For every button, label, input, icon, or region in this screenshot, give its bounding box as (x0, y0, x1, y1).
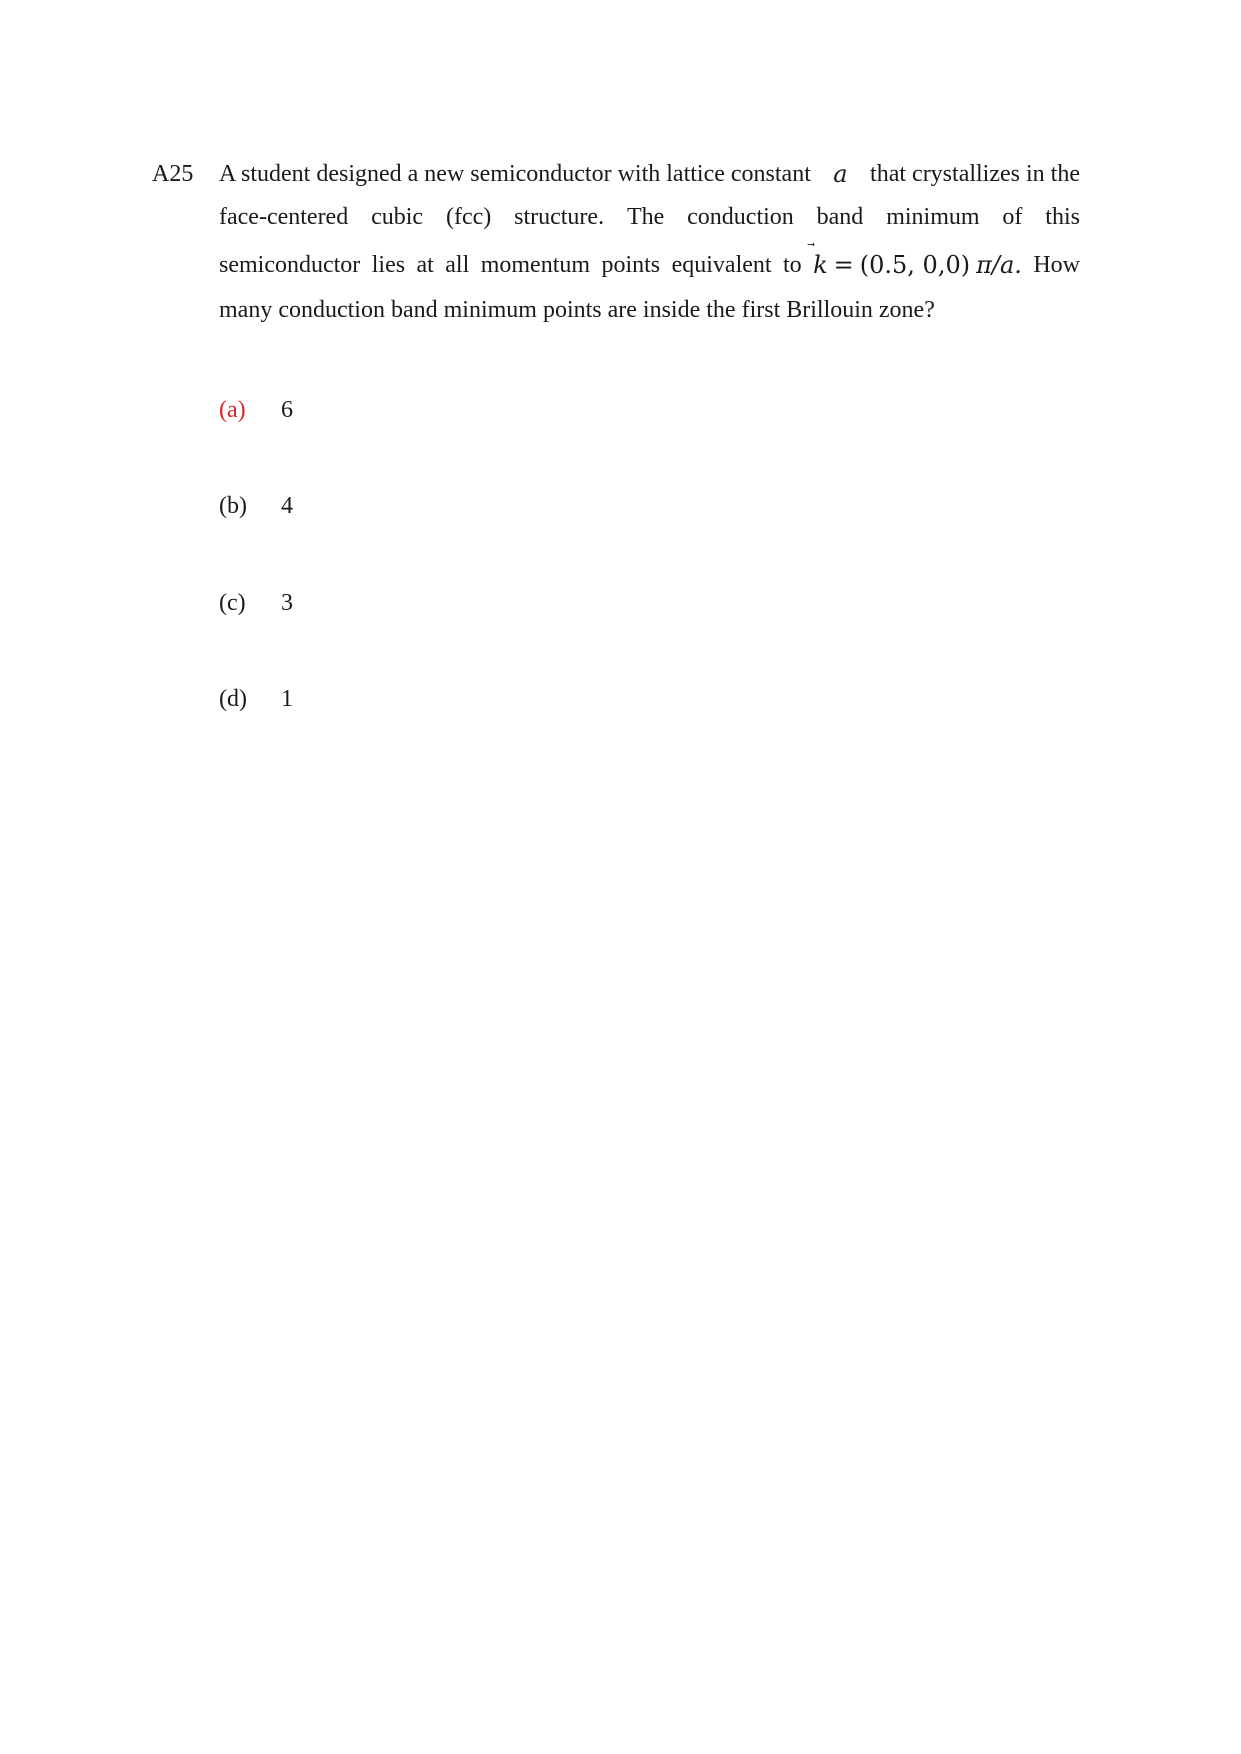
word: this (1045, 204, 1080, 230)
option-value: 1 (281, 686, 293, 712)
option-value: 6 (281, 397, 293, 423)
k-vector-symbol (813, 251, 828, 279)
question-line-1 (219, 160, 1080, 188)
lattice-constant-symbol: a (833, 160, 848, 188)
question-number: A25 (152, 161, 194, 187)
word: to (783, 252, 802, 278)
option-label: (c) (219, 590, 246, 616)
word: semiconductor (219, 252, 361, 278)
option-a (219, 396, 293, 424)
word: of (1002, 204, 1023, 230)
word: band (816, 204, 864, 230)
word: momentum (480, 252, 591, 278)
word: points (601, 252, 661, 278)
word: equivalent (671, 252, 772, 278)
option-b (219, 492, 293, 520)
option-value: 3 (281, 590, 293, 616)
k-letter: k (813, 251, 828, 279)
word: lies (371, 252, 406, 278)
question-line-3 (219, 251, 1080, 279)
word: The (626, 204, 665, 230)
question-line-1-start: A student designed a new semiconductor with lattice constant (219, 161, 811, 187)
word: (fcc) (445, 204, 492, 230)
question-line-4: many conduction band minimum points are inside the first Brillouin zone? (219, 297, 935, 323)
momentum-equation (813, 251, 1022, 279)
word: face-centered (219, 204, 349, 230)
option-c (219, 589, 293, 617)
equals-sign: = (833, 251, 854, 279)
option-label: (a) (219, 397, 246, 423)
word: conduction (687, 204, 794, 230)
option-label: (d) (219, 686, 247, 712)
word: cubic (371, 204, 424, 230)
word: minimum (886, 204, 980, 230)
option-label: (b) (219, 493, 247, 519)
momentum-vector: (0.5, 0,0) (859, 251, 971, 279)
word: all (445, 252, 470, 278)
word: at (416, 252, 434, 278)
question-line-2 (219, 203, 1080, 231)
pi-over-a: π/a. (976, 251, 1022, 279)
word: structure. (514, 204, 605, 230)
option-d (219, 685, 293, 713)
option-value: 4 (281, 493, 293, 519)
word: How (1033, 252, 1080, 278)
question-line-1-end: that crystallizes in the (870, 161, 1080, 187)
